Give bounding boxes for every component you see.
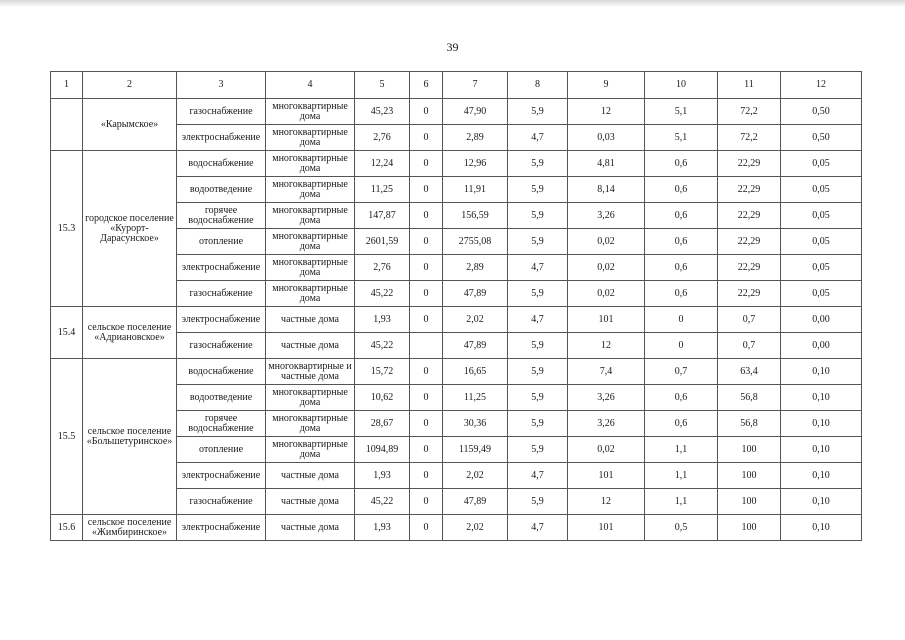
value-cell: 45,22: [355, 281, 410, 307]
value-cell: 47,89: [443, 333, 508, 359]
utility-service-cell: горячее водоснабжение: [177, 203, 266, 229]
value-cell: 0: [410, 125, 443, 151]
value-cell: 45,22: [355, 489, 410, 515]
value-cell: 101: [568, 463, 645, 489]
value-cell: 2,89: [443, 255, 508, 281]
value-cell: 100: [718, 489, 781, 515]
value-cell: 0,02: [568, 229, 645, 255]
column-header: 5: [355, 72, 410, 99]
value-cell: 2755,08: [443, 229, 508, 255]
value-cell: 0: [410, 411, 443, 437]
settlement-name-cell: сельское поселение «Жимбиринское»: [83, 515, 177, 541]
value-cell: 0,50: [781, 125, 862, 151]
section-number-cell: 15.6: [51, 515, 83, 541]
value-cell: 0: [645, 333, 718, 359]
value-cell: 5,9: [508, 437, 568, 463]
value-cell: 8,14: [568, 177, 645, 203]
value-cell: 10,62: [355, 385, 410, 411]
value-cell: 147,87: [355, 203, 410, 229]
value-cell: 0,03: [568, 125, 645, 151]
value-cell: 2601,59: [355, 229, 410, 255]
value-cell: 0,6: [645, 411, 718, 437]
housing-type-cell: многоквартирные дома: [266, 125, 355, 151]
value-cell: 45,23: [355, 99, 410, 125]
value-cell: 2,76: [355, 125, 410, 151]
utility-service-cell: водоснабжение: [177, 151, 266, 177]
value-cell: 0: [410, 281, 443, 307]
utility-service-cell: электроснабжение: [177, 307, 266, 333]
value-cell: 22,29: [718, 177, 781, 203]
value-cell: 0,6: [645, 203, 718, 229]
value-cell: 11,25: [355, 177, 410, 203]
value-cell: 47,89: [443, 281, 508, 307]
section-number-cell: 15.5: [51, 359, 83, 515]
value-cell: 5,9: [508, 411, 568, 437]
value-cell: 1,93: [355, 307, 410, 333]
value-cell: 0,10: [781, 359, 862, 385]
value-cell: 12: [568, 99, 645, 125]
utility-service-cell: водоотведение: [177, 177, 266, 203]
value-cell: 3,26: [568, 203, 645, 229]
value-cell: 2,02: [443, 515, 508, 541]
section-number-cell: [51, 99, 83, 151]
value-cell: 12: [568, 489, 645, 515]
housing-type-cell: частные дома: [266, 463, 355, 489]
value-cell: 101: [568, 307, 645, 333]
value-cell: 5,9: [508, 281, 568, 307]
housing-type-cell: многоквартирные дома: [266, 151, 355, 177]
value-cell: 7,4: [568, 359, 645, 385]
value-cell: 0,05: [781, 281, 862, 307]
value-cell: 0,7: [645, 359, 718, 385]
value-cell: 5,9: [508, 333, 568, 359]
value-cell: 56,8: [718, 411, 781, 437]
value-cell: 5,9: [508, 99, 568, 125]
value-cell: 16,65: [443, 359, 508, 385]
value-cell: 0: [410, 489, 443, 515]
utility-service-cell: отопление: [177, 437, 266, 463]
value-cell: 4,7: [508, 463, 568, 489]
scan-edge: [0, 0, 905, 7]
value-cell: 45,22: [355, 333, 410, 359]
table-row: [51, 151, 862, 177]
value-cell: 0,10: [781, 385, 862, 411]
column-header: 11: [718, 72, 781, 99]
value-cell: 5,9: [508, 489, 568, 515]
housing-type-cell: многоквартирные дома: [266, 203, 355, 229]
value-cell: 0,6: [645, 177, 718, 203]
value-cell: 22,29: [718, 229, 781, 255]
value-cell: 0,10: [781, 463, 862, 489]
value-cell: 0,05: [781, 255, 862, 281]
value-cell: 12,24: [355, 151, 410, 177]
value-cell: 0,05: [781, 229, 862, 255]
value-cell: 0,05: [781, 177, 862, 203]
value-cell: 0,6: [645, 385, 718, 411]
value-cell: 2,02: [443, 463, 508, 489]
value-cell: 0: [410, 515, 443, 541]
value-cell: 0,00: [781, 333, 862, 359]
table-row: [51, 515, 862, 541]
column-header: 4: [266, 72, 355, 99]
value-cell: 72,2: [718, 99, 781, 125]
value-cell: 0: [410, 307, 443, 333]
value-cell: 5,9: [508, 229, 568, 255]
value-cell: 22,29: [718, 255, 781, 281]
housing-type-cell: многоквартирные дома: [266, 229, 355, 255]
value-cell: 12,96: [443, 151, 508, 177]
value-cell: [410, 333, 443, 359]
housing-type-cell: многоквартирные дома: [266, 99, 355, 125]
value-cell: 101: [568, 515, 645, 541]
housing-type-cell: частные дома: [266, 515, 355, 541]
value-cell: 1,93: [355, 515, 410, 541]
utility-service-cell: отопление: [177, 229, 266, 255]
value-cell: 0,50: [781, 99, 862, 125]
value-cell: 0,10: [781, 515, 862, 541]
value-cell: 1,1: [645, 437, 718, 463]
utility-service-cell: водоотведение: [177, 385, 266, 411]
value-cell: 0,02: [568, 437, 645, 463]
value-cell: 0,10: [781, 489, 862, 515]
value-cell: 0,7: [718, 307, 781, 333]
value-cell: 3,26: [568, 385, 645, 411]
value-cell: 4,7: [508, 255, 568, 281]
value-cell: 4,81: [568, 151, 645, 177]
value-cell: 22,29: [718, 203, 781, 229]
value-cell: 1,1: [645, 463, 718, 489]
housing-type-cell: многоквартирные дома: [266, 437, 355, 463]
page-number: 39: [446, 40, 459, 54]
value-cell: 100: [718, 463, 781, 489]
value-cell: 0: [410, 463, 443, 489]
value-cell: 5,9: [508, 385, 568, 411]
utility-service-cell: электроснабжение: [177, 463, 266, 489]
value-cell: 0,05: [781, 151, 862, 177]
value-cell: 47,89: [443, 489, 508, 515]
value-cell: 15,72: [355, 359, 410, 385]
tariff-table: [50, 71, 862, 541]
value-cell: 156,59: [443, 203, 508, 229]
value-cell: 12: [568, 333, 645, 359]
value-cell: 22,29: [718, 281, 781, 307]
column-header: 8: [508, 72, 568, 99]
value-cell: 0,02: [568, 281, 645, 307]
value-cell: 100: [718, 437, 781, 463]
value-cell: 2,89: [443, 125, 508, 151]
settlement-name-cell: сельское поселение «Адриановское»: [83, 307, 177, 359]
value-cell: 0: [410, 177, 443, 203]
value-cell: 0: [410, 99, 443, 125]
value-cell: 2,02: [443, 307, 508, 333]
utility-service-cell: электроснабжение: [177, 125, 266, 151]
housing-type-cell: многоквартирные дома: [266, 281, 355, 307]
column-header: 10: [645, 72, 718, 99]
value-cell: 4,7: [508, 307, 568, 333]
settlement-name-cell: сельское поселение «Большетуринское»: [83, 359, 177, 515]
value-cell: 1,93: [355, 463, 410, 489]
value-cell: 63,4: [718, 359, 781, 385]
column-header: 12: [781, 72, 862, 99]
value-cell: 0: [410, 151, 443, 177]
utility-service-cell: электроснабжение: [177, 255, 266, 281]
column-header: 9: [568, 72, 645, 99]
value-cell: 11,91: [443, 177, 508, 203]
value-cell: 4,7: [508, 515, 568, 541]
column-header: 6: [410, 72, 443, 99]
housing-type-cell: многоквартирные и частные дома: [266, 359, 355, 385]
utility-service-cell: газоснабжение: [177, 281, 266, 307]
table-row: [51, 99, 862, 125]
table-row: [51, 359, 862, 385]
value-cell: 0: [410, 229, 443, 255]
value-cell: 1,1: [645, 489, 718, 515]
value-cell: 0,10: [781, 411, 862, 437]
column-header: 7: [443, 72, 508, 99]
value-cell: 28,67: [355, 411, 410, 437]
value-cell: 0,6: [645, 229, 718, 255]
value-cell: 5,9: [508, 177, 568, 203]
value-cell: 4,7: [508, 125, 568, 151]
value-cell: 0,6: [645, 255, 718, 281]
column-header: 3: [177, 72, 266, 99]
value-cell: 5,9: [508, 203, 568, 229]
housing-type-cell: частные дома: [266, 489, 355, 515]
settlement-name-cell: «Карымское»: [83, 99, 177, 151]
value-cell: 72,2: [718, 125, 781, 151]
housing-type-cell: частные дома: [266, 333, 355, 359]
section-number-cell: 15.3: [51, 151, 83, 307]
value-cell: 3,26: [568, 411, 645, 437]
column-header: 1: [51, 72, 83, 99]
value-cell: 0,05: [781, 203, 862, 229]
table-row: [51, 307, 862, 333]
value-cell: 100: [718, 515, 781, 541]
utility-service-cell: горячее водоснабжение: [177, 411, 266, 437]
value-cell: 0,02: [568, 255, 645, 281]
value-cell: 22,29: [718, 151, 781, 177]
value-cell: 0,5: [645, 515, 718, 541]
value-cell: 1159,49: [443, 437, 508, 463]
utility-service-cell: водоснабжение: [177, 359, 266, 385]
settlement-name-cell: городское поселение «Курорт-Дарасунское»: [83, 151, 177, 307]
value-cell: 0: [410, 203, 443, 229]
table-body: [51, 72, 862, 541]
value-cell: 5,9: [508, 151, 568, 177]
housing-type-cell: многоквартирные дома: [266, 385, 355, 411]
value-cell: 11,25: [443, 385, 508, 411]
value-cell: 47,90: [443, 99, 508, 125]
utility-service-cell: электроснабжение: [177, 515, 266, 541]
value-cell: 0: [410, 385, 443, 411]
value-cell: 0: [410, 255, 443, 281]
value-cell: 30,36: [443, 411, 508, 437]
housing-type-cell: многоквартирные дома: [266, 177, 355, 203]
value-cell: 0,6: [645, 151, 718, 177]
housing-type-cell: многоквартирные дома: [266, 255, 355, 281]
value-cell: 0: [410, 359, 443, 385]
utility-service-cell: газоснабжение: [177, 333, 266, 359]
column-number-row: [51, 72, 862, 99]
section-number-cell: 15.4: [51, 307, 83, 359]
value-cell: 0: [410, 437, 443, 463]
value-cell: 5,9: [508, 359, 568, 385]
utility-service-cell: газоснабжение: [177, 489, 266, 515]
value-cell: 0,7: [718, 333, 781, 359]
value-cell: 0: [645, 307, 718, 333]
housing-type-cell: многоквартирные дома: [266, 411, 355, 437]
value-cell: 5,1: [645, 99, 718, 125]
utility-service-cell: газоснабжение: [177, 99, 266, 125]
value-cell: 0,00: [781, 307, 862, 333]
value-cell: 5,1: [645, 125, 718, 151]
value-cell: 1094,89: [355, 437, 410, 463]
column-header: 2: [83, 72, 177, 99]
value-cell: 0,6: [645, 281, 718, 307]
value-cell: 56,8: [718, 385, 781, 411]
housing-type-cell: частные дома: [266, 307, 355, 333]
value-cell: 2,76: [355, 255, 410, 281]
value-cell: 0,10: [781, 437, 862, 463]
